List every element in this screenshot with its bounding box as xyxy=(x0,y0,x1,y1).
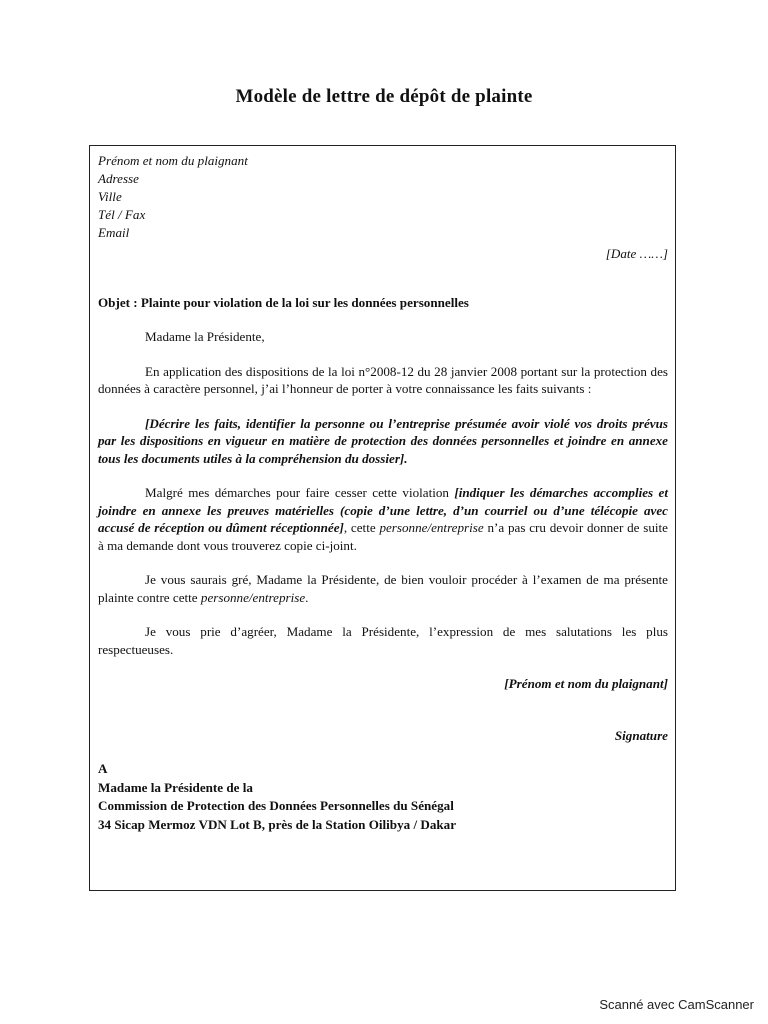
recipient-line-2: Commission de Protection des Données Personnelles du Sénégal xyxy=(98,798,454,813)
paragraph-legal-basis: En application des dispositions de la loi n°2008-12 du 28 janvier 2008 portant sur la protection des données à caractère personnel, j’ai l’honneur de porter à votre connaissance les faits suivants : xyxy=(98,363,668,396)
paragraph-steps-entity: personne/entreprise xyxy=(379,520,484,535)
paragraph-steps-text-end: n’a pas cru devoir donner de suite à ma demande dont vous trouverez copie ci-joint. xyxy=(98,520,668,553)
recipient-line-3: 34 Sicap Mermoz VDN Lot B, près de la Station Oilibya / Dakar xyxy=(98,816,457,832)
recipient-block xyxy=(98,760,668,834)
recipient-line-1: Madame la Présidente de la xyxy=(98,779,253,795)
date-placeholder: [Date ……] xyxy=(605,246,668,261)
sender-email: Email xyxy=(98,225,130,240)
paragraph-steps-placeholder: [indiquer les démarches accomplies et joindre en annexe les preuves matérielles (copie d’une lettre, d’un courriel ou d’une télécopie avec accusé de réception ou dûment réceptionnée] xyxy=(98,485,668,535)
signature-label: Signature xyxy=(614,727,668,743)
letter-subject: Objet : Plainte pour violation de la loi sur les données personnelles xyxy=(98,294,469,310)
sender-city: Ville xyxy=(98,189,122,204)
signer-name-placeholder: [Prénom et nom du plaignant] xyxy=(504,676,668,691)
paragraph-steps-text-start: Malgré mes démarches pour faire cesser cette violation xyxy=(145,485,455,500)
document-title: Modèle de lettre de dépôt de plainte xyxy=(235,86,533,107)
sender-address: Adresse xyxy=(98,171,139,186)
paragraph-steps-text-mid: , cette xyxy=(343,520,380,535)
sender-name: Prénom et nom du plaignant xyxy=(98,153,248,168)
sender-block xyxy=(98,152,668,242)
sender-phone-fax: Tél / Fax xyxy=(98,207,146,222)
paragraph-steps-taken xyxy=(98,484,668,554)
paragraph-request-text: Je vous saurais gré, Madame la Présidente, de bien vouloir procéder à l’examen de ma présente plainte contre cette xyxy=(98,572,668,605)
paragraph-facts-placeholder: [Décrire les faits, identifier la personne ou l’entreprise présumée avoir violé vos droits prévus par les dispositions en vigueur en matière de protection des données personnelles et joindre en annexe tous les documents utiles à la compréhension du dossier]. xyxy=(98,415,668,466)
scanner-watermark: Scanné avec CamScanner xyxy=(599,997,754,1012)
paragraph-request-end: . xyxy=(305,589,309,605)
salutation: Madame la Présidente, xyxy=(145,329,265,344)
paragraph-request-entity: personne/entreprise xyxy=(200,589,306,605)
paragraph-closing-formula: Je vous prie d’agréer, Madame la Présidente, l’expression de mes salutations les plus respectueuses. xyxy=(98,624,668,657)
paragraph-request xyxy=(98,571,668,606)
letter-template-box xyxy=(89,145,676,891)
recipient-prefix: A xyxy=(98,761,108,776)
